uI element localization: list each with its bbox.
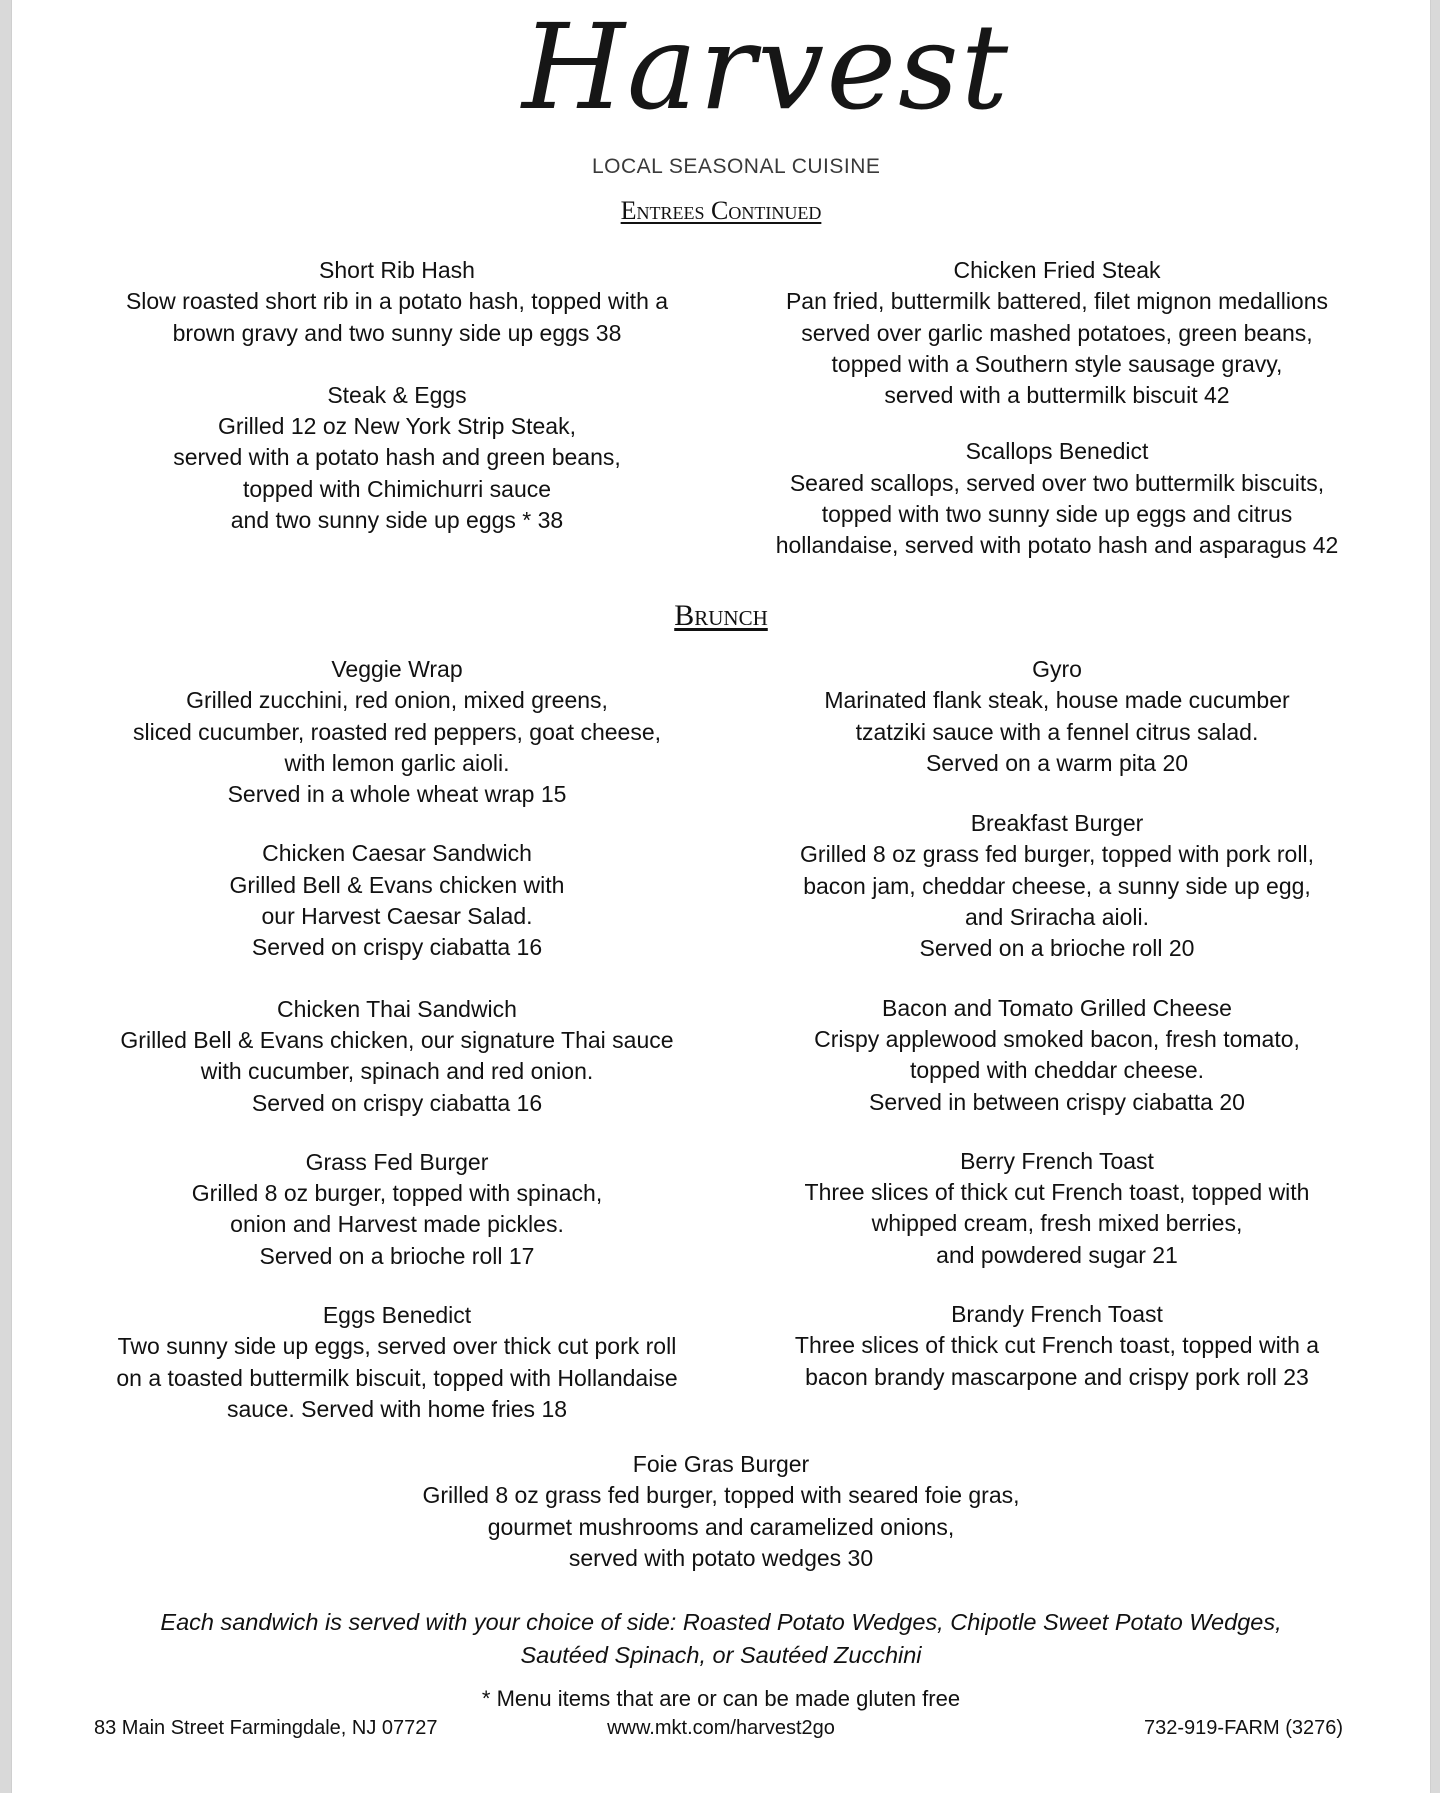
menu-item (757, 808, 1357, 964)
menu-item (757, 1299, 1357, 1393)
entrees-right-column (757, 255, 1357, 562)
menu-item (97, 838, 697, 963)
item-description: Three slices of thick cut French toast, topped with (804, 1179, 1310, 1206)
menu-item (97, 380, 697, 536)
item-description: Served on crispy ciabatta 16 (251, 934, 543, 961)
item-description: Grilled zucchini, red onion, mixed greens, (186, 687, 608, 714)
item-description: and Sriracha aioli. (964, 904, 1150, 931)
side-choice-note (12, 1606, 1430, 1672)
menu-item (757, 436, 1357, 561)
item-description: topped with Chimichurri sauce (242, 475, 552, 502)
menu-item (757, 1146, 1357, 1271)
item-description: Grilled Bell & Evans chicken with (229, 871, 565, 898)
item-description: gourmet mushrooms and caramelized onions, (487, 1513, 955, 1540)
item-description: Three slices of thick cut French toast, topped with a (794, 1332, 1320, 1359)
item-description: onion and Harvest made pickles. (230, 1211, 564, 1238)
menu-item (97, 255, 697, 349)
item-description: Seared scallops, served over two buttermilk biscuits, (789, 469, 1325, 496)
item-description: Served on a warm pita 20 (925, 749, 1189, 776)
item-description: served with a potato hash and green beans, (173, 444, 621, 471)
menu-item (97, 654, 697, 810)
item-description: Served on a brioche roll 17 (259, 1242, 535, 1269)
item-name: Brandy French Toast (951, 1301, 1163, 1328)
item-name: Foie Gras Burger (632, 1451, 810, 1477)
item-name: Chicken Caesar Sandwich (262, 840, 532, 867)
item-description: bacon jam, cheddar cheese, a sunny side up egg, (803, 872, 1311, 899)
item-description: with lemon garlic aioli. (284, 749, 510, 776)
brunch-right-column (757, 654, 1357, 1393)
footer-website[interactable]: www.mkt.com/harvest2go (607, 1717, 835, 1739)
item-description: Grilled 8 oz grass fed burger, topped with pork roll, (800, 841, 1314, 868)
harvest-logo (502, 0, 1011, 185)
item-description: Served on a brioche roll 20 (919, 935, 1195, 962)
item-description: topped with cheddar cheese. (909, 1057, 1205, 1084)
item-description: and two sunny side up eggs * 38 (230, 507, 564, 534)
item-name: Gyro (1032, 656, 1082, 682)
menu-page (11, 0, 1431, 1793)
item-description: Marinated flank steak, house made cucumber (824, 687, 1290, 714)
item-description: Pan fried, buttermilk battered, filet mignon medallions (785, 288, 1329, 315)
menu-item (97, 1300, 697, 1425)
item-description: Grilled 8 oz grass fed burger, topped with seared foie gras, (422, 1482, 1020, 1509)
footer-phone: 732-919-FARM (3276) (1144, 1717, 1343, 1739)
item-description: and powdered sugar 21 (936, 1241, 1178, 1268)
item-description: served with potato wedges 30 (568, 1544, 874, 1571)
brunch-left-column (97, 654, 697, 1425)
item-name: Chicken Fried Steak (953, 257, 1161, 283)
item-name: Eggs Benedict (322, 1302, 472, 1329)
item-description: on a toasted buttermilk biscuit, topped with Hollandaise (116, 1364, 678, 1391)
section-heading-brunch: Brunch (674, 599, 768, 632)
item-name: Berry French Toast (960, 1147, 1154, 1174)
brunch-center-item (321, 1449, 1121, 1574)
item-description: Grilled Bell & Evans chicken, our signature Thai sauce (120, 1026, 674, 1053)
logo-tagline: LOCAL SEASONAL CUISINE (592, 155, 881, 178)
side-choice-line: Sautéed Spinach, or Sautéed Zucchini (520, 1642, 922, 1668)
item-name: Steak & Eggs (327, 381, 467, 408)
item-name: Chicken Thai Sandwich (277, 995, 517, 1022)
item-description: Grilled 12 oz New York Strip Steak, (218, 413, 576, 440)
item-description: whipped cream, fresh mixed berries, (871, 1210, 1243, 1237)
item-description: hollandaise, served with potato hash and asparagus 42 (775, 532, 1339, 559)
entrees-left-column (97, 255, 697, 536)
menu-item (321, 1449, 1121, 1574)
item-description: Two sunny side up eggs, served over thick cut pork roll (117, 1333, 677, 1360)
gluten-free-note: * Menu items that are or can be made gluten free (481, 1686, 961, 1711)
item-description: Slow roasted short rib in a potato hash, topped with a (125, 288, 669, 315)
item-description: topped with two sunny side up eggs and citrus (821, 501, 1293, 528)
item-description: Crispy applewood smoked bacon, fresh tomato, (814, 1025, 1300, 1052)
item-description: topped with a Southern style sausage gravy, (831, 350, 1283, 377)
logo-script-text: Harvest (522, 0, 1011, 136)
footer-address: 83 Main Street Farmingdale, NJ 07727 (94, 1717, 438, 1739)
menu-item (757, 993, 1357, 1118)
item-description: tzatziki sauce with a fennel citrus salad. (855, 718, 1259, 745)
item-description: sauce. Served with home fries 18 (226, 1395, 568, 1422)
menu-item (757, 255, 1357, 411)
item-name: Scallops Benedict (965, 438, 1149, 465)
item-name: Veggie Wrap (331, 656, 463, 682)
menu-item (97, 994, 697, 1119)
menu-item (757, 654, 1357, 779)
item-description: Served in a whole wheat wrap 15 (227, 781, 567, 808)
item-description: served with a buttermilk biscuit 42 (884, 382, 1230, 409)
item-description: Grilled 8 oz burger, topped with spinach, (191, 1180, 603, 1207)
item-description: sliced cucumber, roasted red peppers, goat cheese, (132, 718, 662, 745)
side-choice-line: Each sandwich is served with your choice of side: Roasted Potato Wedges, Chipotle Sweet Potato Wedges, (160, 1609, 1282, 1635)
item-description: bacon brandy mascarpone and crispy pork roll 23 (805, 1363, 1309, 1390)
item-name: Breakfast Burger (970, 810, 1144, 837)
item-description: brown gravy and two sunny side up eggs 38 (172, 319, 622, 346)
item-name: Short Rib Hash (319, 257, 475, 283)
item-description: Served in between crispy ciabatta 20 (869, 1088, 1245, 1115)
section-heading-entrees: Entrees Continued (620, 196, 822, 225)
menu-item (97, 1147, 697, 1272)
item-description: our Harvest Caesar Salad. (261, 903, 533, 930)
item-description: with cucumber, spinach and red onion. (200, 1058, 594, 1085)
item-description: served over garlic mashed potatoes, green beans, (801, 319, 1313, 346)
item-description: Served on crispy ciabatta 16 (251, 1089, 543, 1116)
item-name: Grass Fed Burger (305, 1148, 489, 1175)
item-name: Bacon and Tomato Grilled Cheese (882, 994, 1232, 1021)
